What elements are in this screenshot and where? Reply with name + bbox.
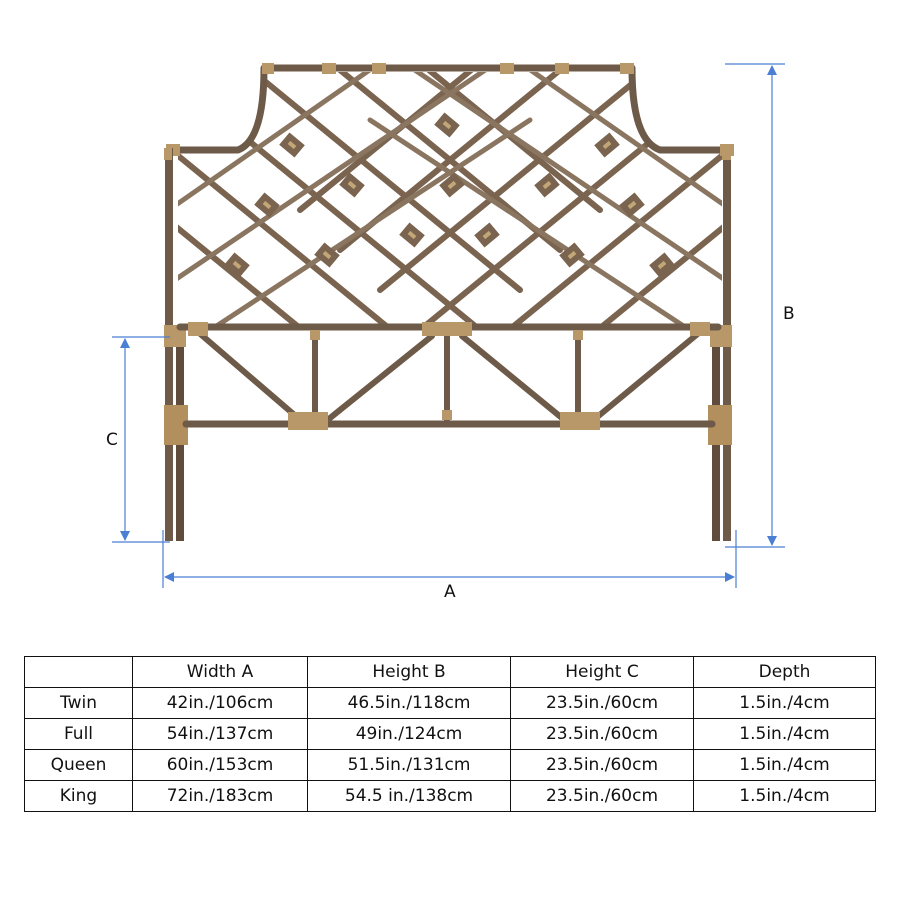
cell-depth: 1.5in./4cm — [694, 750, 876, 781]
header-height-b: Height B — [308, 657, 511, 688]
header-depth: Depth — [694, 657, 876, 688]
table-header-row — [25, 657, 876, 688]
right-post — [708, 148, 732, 541]
cell-depth: 1.5in./4cm — [694, 688, 876, 719]
dim-label-a: A — [444, 582, 456, 602]
cell-height-b: 49in./124cm — [308, 719, 511, 750]
lattice-left-diagonals — [70, 0, 600, 410]
cell-height-c: 23.5in./60cm — [511, 688, 694, 719]
headboard-image — [70, 0, 830, 541]
top-frame — [172, 68, 728, 150]
lattice-cross-pieces — [120, 0, 780, 350]
cell-height-c: 23.5in./60cm — [511, 781, 694, 812]
cell-size: Queen — [25, 750, 133, 781]
cell-depth: 1.5in./4cm — [694, 781, 876, 812]
left-post — [164, 148, 188, 541]
cell-size: King — [25, 781, 133, 812]
table-row — [25, 719, 876, 750]
lower-frame — [180, 327, 718, 424]
table-row — [25, 750, 876, 781]
cell-width-a: 60in./153cm — [133, 750, 308, 781]
header-width-a: Width A — [133, 657, 308, 688]
cell-size: Twin — [25, 688, 133, 719]
table-row — [25, 688, 876, 719]
cell-height-b: 54.5 in./138cm — [308, 781, 511, 812]
dim-label-b: B — [783, 304, 795, 324]
cell-width-a: 72in./183cm — [133, 781, 308, 812]
header-size — [25, 657, 133, 688]
header-height-c: Height C — [511, 657, 694, 688]
cell-height-b: 46.5in./118cm — [308, 688, 511, 719]
cell-depth: 1.5in./4cm — [694, 719, 876, 750]
cell-width-a: 54in./137cm — [133, 719, 308, 750]
size-spec-table — [24, 656, 876, 812]
table-row — [25, 781, 876, 812]
dim-label-c: C — [106, 430, 118, 450]
cell-width-a: 42in./106cm — [133, 688, 308, 719]
cell-height-b: 51.5in./131cm — [308, 750, 511, 781]
cell-height-c: 23.5in./60cm — [511, 719, 694, 750]
lattice-right-diagonals — [300, 0, 830, 410]
cell-size: Full — [25, 719, 133, 750]
cell-height-c: 23.5in./60cm — [511, 750, 694, 781]
